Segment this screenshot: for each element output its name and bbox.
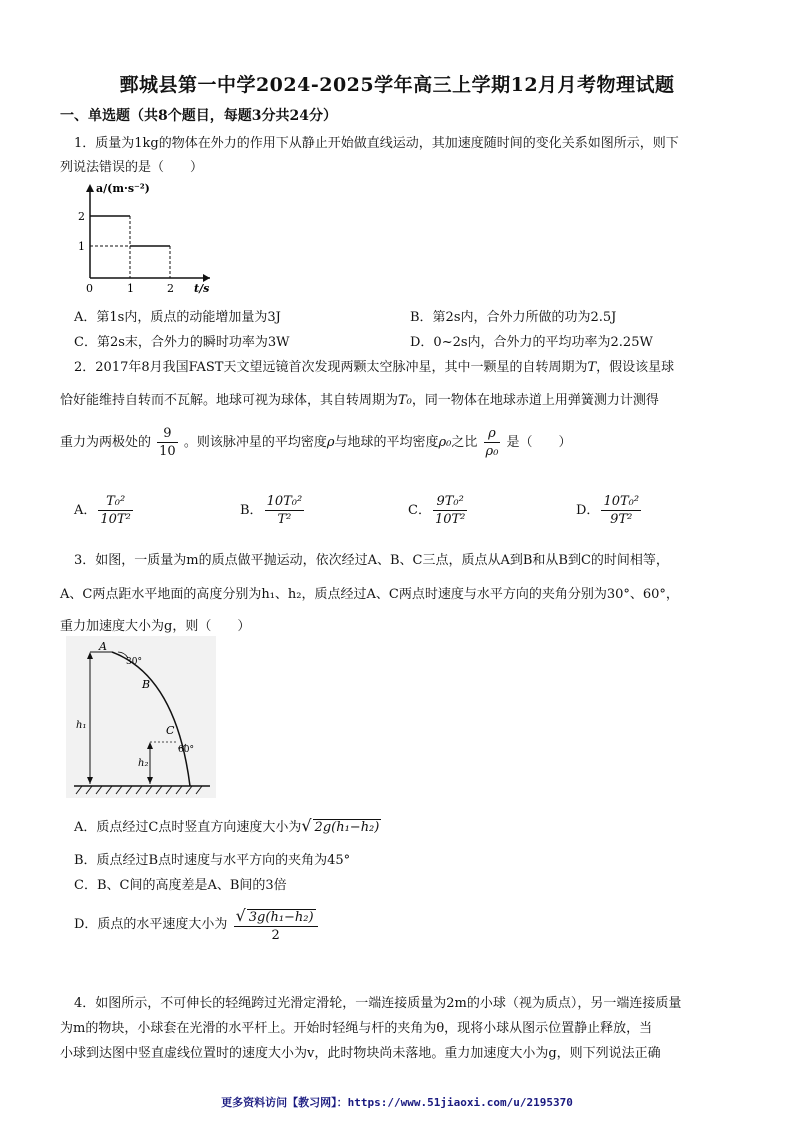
q3-option-d <box>74 906 320 943</box>
frac-num: 10T₀² <box>603 494 640 509</box>
q4-stem-line2: 为m的物块，小球套在光滑的水平杆上。开始时轻绳与杆的夹角为θ，现将小球从图示位置静止释放，当 <box>60 1021 653 1036</box>
q2-symbol-rho0: ρ₀ <box>438 435 452 450</box>
q3-option-b: B．质点经过B点时速度与水平方向的夹角为45° <box>74 853 351 868</box>
q2-symbol-t0: T₀ <box>398 393 412 408</box>
option-fraction <box>265 494 305 527</box>
q1-option-a: A．第1s内，质点的动能增加量为3J <box>74 310 281 325</box>
option-fraction <box>601 494 641 527</box>
frac-num: 9 <box>157 426 178 443</box>
x-tick-0: 0 <box>86 282 93 295</box>
angle-30-label: 30° <box>126 657 142 667</box>
q2-text: 重力为两极处的 <box>60 435 152 450</box>
option-label: B． <box>240 503 263 518</box>
frac-den: 2 <box>271 928 280 943</box>
q1-stem-line1: 1．质量为1kg的物体在外力的作用下从静止开始做直线运动，其加速度随时间的变化关系如图所示，则下 <box>74 136 679 151</box>
option-label: C． <box>408 503 431 518</box>
q3-option-a <box>74 816 381 835</box>
q1-stem-line2: 列说法错误的是（ ） <box>60 160 204 175</box>
q2-stem-line1 <box>74 356 674 375</box>
q1-option-d: D．0~2s内，合外力的平均功率为2.25W <box>410 335 653 350</box>
frac-num <box>234 906 318 927</box>
h2-label: h₂ <box>138 758 149 769</box>
q2-stem-line3 <box>60 426 572 459</box>
frac-den: 10T² <box>434 512 466 527</box>
q1-option-c: C．第2s末，合外力的瞬时功率为3W <box>74 335 290 350</box>
q3-option-c: C．B、C间的高度差是A、B间的3倍 <box>74 878 287 893</box>
x-axis-arrow <box>203 274 210 282</box>
section-heading: 一、单选题（共8个题目，每题3分共24分） <box>60 108 337 124</box>
frac-den: 10T² <box>100 512 131 527</box>
q2-text: 。则该脉冲星的平均密度 <box>183 435 327 450</box>
q2-fraction-9-10 <box>157 426 178 459</box>
x-tick-1: 1 <box>127 282 134 295</box>
option-label: D． <box>576 503 600 518</box>
q4-stem-line3: 小球到达图中竖直虚线位置时的速度大小为v，此时物块尚未落地。重力加速度大小为g，则下列说法正确 <box>60 1046 661 1061</box>
q2-text: 恰好能维持自转而不瓦解。地球可视为球体，其自转周期为 <box>60 393 399 408</box>
q2-text: 之比 <box>451 435 478 450</box>
sqrt-sign: √ <box>301 816 312 835</box>
frac-den: 10 <box>159 444 176 459</box>
q2-text: ，假设该星球 <box>596 360 675 375</box>
option-text: D．质点的水平速度大小为 <box>74 917 228 932</box>
frac-num: 9T₀² <box>433 494 467 511</box>
q2-text: 是（ ） <box>506 435 572 450</box>
q3-stem-line1: 3．如图，一质量为m的质点做平抛运动，依次经过A、B、C三点，质点从A到B和从B到C的时间相等， <box>74 553 669 568</box>
h1-label: h₁ <box>76 720 87 731</box>
q2-option-c <box>408 494 469 527</box>
frac-den: ρ₀ <box>485 444 499 459</box>
option-fraction <box>98 494 132 527</box>
q2-option-d <box>576 494 643 527</box>
point-c-label: C <box>166 724 175 737</box>
y-axis-arrow <box>86 184 94 192</box>
option-label: A． <box>74 503 97 518</box>
y-tick-2: 2 <box>78 210 85 223</box>
frac-den: T² <box>277 512 292 527</box>
q2-text: 2．2017年8月我国FAST天文望远镜首次发现两颗太空脉冲星，其中一颗星的自转周期为 <box>74 360 588 375</box>
exam-title: 鄄城县第一中学2024-2025学年高三上学期12月月考物理试题 <box>119 74 675 96</box>
q2-symbol-rho: ρ <box>326 435 335 450</box>
q1-option-b: B．第2s内，合外力所做的功为2.5J <box>410 310 617 325</box>
footer-link[interactable]: 更多资料访问【教习网】：https://www.51jiaoxi.com/u/2195370 <box>221 1096 573 1109</box>
q2-ratio <box>484 426 501 459</box>
y-tick-1: 1 <box>78 240 85 253</box>
point-b-label: B <box>142 678 151 691</box>
option-fraction <box>433 494 467 527</box>
q2-symbol-t: T <box>587 360 597 375</box>
q2-option-b <box>240 494 306 527</box>
sqrt-expression: 2g(h₁−h₂) <box>314 820 380 835</box>
q3-stem-line3: 重力加速度大小为g，则（ ） <box>60 619 251 634</box>
angle-60-label: 60° <box>178 745 194 755</box>
x-tick-2: 2 <box>167 282 174 295</box>
q1-acceleration-graph <box>70 178 220 296</box>
q2-stem-line2 <box>60 389 659 408</box>
frac-den: 9T² <box>610 512 633 527</box>
sqrt-sign: √ <box>235 906 246 925</box>
y-axis-label: a/(m·s⁻²) <box>96 182 150 195</box>
q2-option-a <box>74 494 135 527</box>
q4-stem-line1: 4．如图所示，不可伸长的轻绳跨过光滑定滑轮，一端连接质量为2m的小球（视为质点），另一端连接质量 <box>74 996 682 1011</box>
x-axis-label: t/s <box>194 282 210 295</box>
frac-num: T₀² <box>98 494 132 511</box>
sqrt-expression: 3g(h₁−h₂) <box>248 910 314 925</box>
point-a-label: A <box>99 640 107 653</box>
frac-num: ρ <box>484 426 501 443</box>
q2-text: 与地球的平均密度 <box>334 435 439 450</box>
q2-text: ，同一物体在地球赤道上用弹簧测力计测得 <box>411 393 659 408</box>
frac-num: 10T₀² <box>266 494 303 509</box>
q3-projectile-figure <box>66 636 216 798</box>
option-text: A．质点经过C点时竖直方向速度大小为 <box>74 820 302 835</box>
option-fraction <box>234 906 318 943</box>
q3-stem-line2: A、C两点距水平地面的高度分别为h₁、h₂，质点经过A、C两点时速度与水平方向的夹角分别为30°、60°， <box>60 587 679 602</box>
